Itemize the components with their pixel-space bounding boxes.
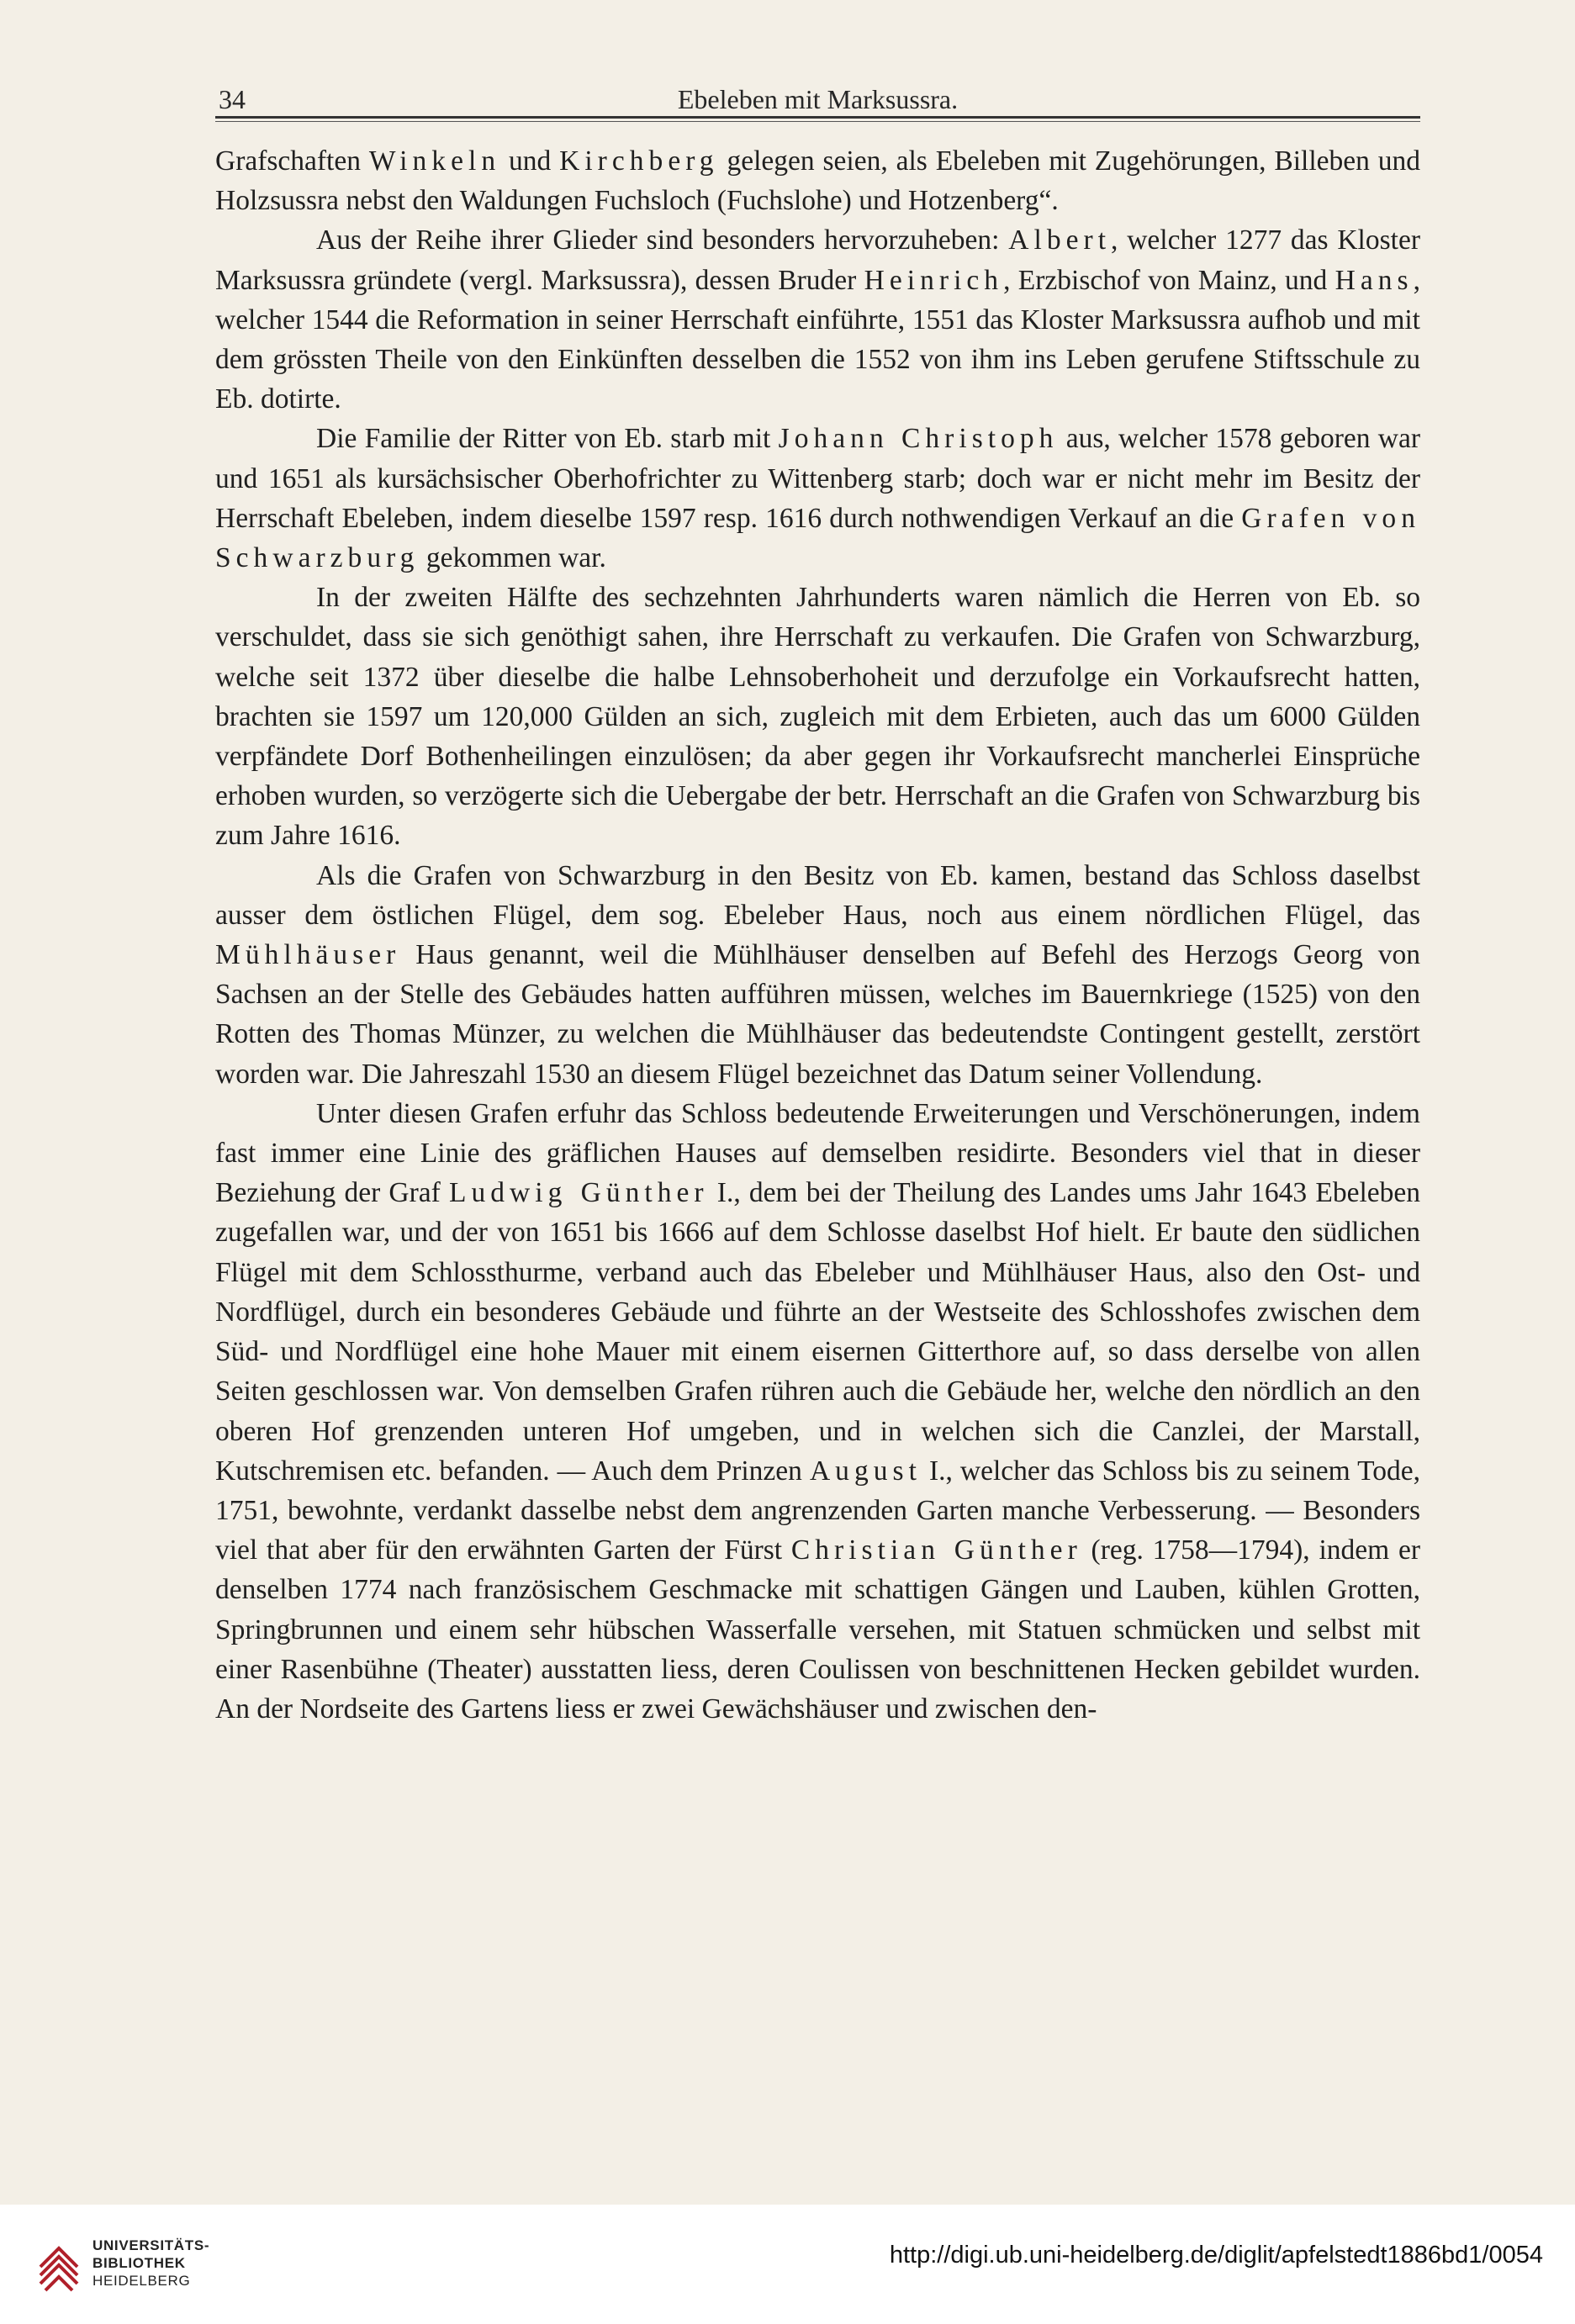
- text-run: und: [500, 145, 560, 177]
- spaced-name: Mühlhäuser: [215, 939, 401, 971]
- spaced-name: Christian Günther: [790, 1534, 1082, 1566]
- permalink-url[interactable]: http://digi.ub.uni-heidelberg.de/diglit/apfelstedt1886bd1/0054: [889, 2242, 1543, 2269]
- body-text: [215, 141, 1420, 1729]
- spaced-name: Albert: [1008, 224, 1112, 256]
- text-run: Aus der Reihe ihrer Glieder sind besonders hervorzuheben:: [316, 224, 1009, 256]
- text-run: gelegen seien, als Ebeleben mit Zugehörungen, Billeben und Holzsussra nebst den Waldungen Fuchsloch (Fuchslohe) und Hotzenberg“.: [215, 145, 1421, 217]
- paragraph: [215, 1094, 1420, 1729]
- text-run: , welcher 1277 das Kloster Marksussra gründete (vergl. Marksussra), dessen Bruder: [215, 224, 1420, 296]
- header-rule-thick: [215, 116, 1420, 119]
- spaced-name: Johann Christoph: [778, 423, 1059, 455]
- paragraph: [215, 578, 1420, 855]
- spaced-name: Heinrich: [864, 264, 1004, 296]
- text-run: , welcher 1544 die Reformation in seiner Herrschaft einführte, 1551 das Kloster Marksussra aufhob und mit dem grössten Theile von den Einkünften desselben die 1552 von ihm ins Leben gerufene Stiftsschule zu Eb. dotirte.: [215, 264, 1420, 415]
- spaced-name: Kirchberg: [559, 145, 719, 177]
- paragraph: [215, 856, 1420, 1094]
- spaced-name: August: [809, 1455, 922, 1487]
- text-run: Haus genannt, weil die Mühlhäuser denselben auf Befehl des Herzogs Georg von Sachsen an der Stelle des Gebäudes hatten aufführen müssen, welches im Bauernkriege (1525) von den Rotten des Thomas Münzer, zu welchen die Mühlhäuser das bedeutendste Contingent gestellt, zerstört worden war. Die Jahreszahl 1530 an diesem Flügel bezeichnet das Datum seiner Vollendung.: [215, 939, 1420, 1090]
- running-title: Ebeleben mit Marksussra.: [677, 84, 959, 114]
- text-run: Unter diesen Grafen erfuhr das Schloss bedeutende Erweiterungen und Verschönerungen, indem fast immer eine Linie des gräflichen Hauses auf demselben residirte. Besonders viel that in dieser Beziehung der Graf: [215, 1097, 1420, 1209]
- library-logo-text: [92, 2237, 209, 2290]
- text-run: Die Familie der Ritter von Eb. starb mit: [316, 423, 779, 455]
- page-number: 34: [219, 84, 246, 114]
- library-logo-icon: [37, 2233, 86, 2294]
- paragraph: [215, 141, 1420, 220]
- text-run: In der zweiten Hälfte des sechzehnten Jahrhunderts waren nämlich die Herren von Eb. so verschuldet, dass sie sich genöthigt sahen, ihre Herrschaft zu verkaufen. Die Grafen von Schwarzburg, welche seit 1372 über dieselbe die halbe Lehnsoberhoheit und derzufolge ein Vorkaufsrecht hatten, brachten sie 1597 um 120,000 Gülden an sich, zugleich mit dem Erbieten, auch das um 6000 Gülden verpfändete Dorf Bothenheilingen einzulösen; da aber gegen ihr Vorkaufsrecht mancherlei Einsprüche erhoben wurden, so verzögerte sich die Uebergabe der betr. Herrschaft an die Grafen von Schwarzburg bis zum Jahre 1616.: [215, 582, 1420, 852]
- paragraph: [215, 419, 1420, 578]
- spaced-name: Grafen von Schwarzburg: [215, 502, 1420, 574]
- header-rule-thin: [215, 121, 1420, 122]
- spaced-name: Ludwig Günther: [448, 1177, 709, 1209]
- paragraph: [215, 220, 1420, 419]
- spaced-name: Hans: [1335, 264, 1414, 296]
- logo-line-3: HEIDELBERG: [92, 2273, 191, 2289]
- spaced-name: Winkeln: [368, 145, 501, 177]
- text-run: aus, welcher 1578 geboren war und 1651 als kursächsischer Oberhofrichter zu Wittenberg starb; doch war er nicht mehr im Besitz der Herrschaft Ebeleben, indem dieselbe 1597 resp. 1616 durch nothwendigen Verkauf an die: [215, 423, 1421, 534]
- text-run: Grafschaften: [215, 145, 369, 177]
- text-run: (reg. 1758—1794), indem er denselben 1774 nach französischem Geschmacke mit schattigen Gängen und Lauben, kühlen Grotten, Springbrunnen und einem sehr hübschen Wasserfalle versehen, mit Statuen schmücken und selbst mit einer Rasenbühne (Theater) ausstatten liess, deren Coulissen von beschnittenen Hecken gebildet wurden. An der Nordseite des Gartens liess er zwei Gewächshäuser und zwischen den-: [215, 1534, 1420, 1725]
- text-run: Als die Grafen von Schwarzburg in den Besitz von Eb. kamen, bestand das Schloss daselbst ausser dem östlichen Flügel, dem sog. Ebeleber Haus, noch aus einem nördlichen Flügel, das: [215, 859, 1420, 931]
- text-run: gekommen war.: [419, 542, 606, 574]
- text-run: I., dem bei der Theilung des Landes ums Jahr 1643 Ebeleben zugefallen war, und der von 1651 bis 1666 auf dem Schlosse daselbst Hof hielt. Er baute den südlichen Flügel mit dem Schlossthurme, verband auch das Ebeleber und Mühlhäuser Haus, also den Ost- und Nordflügel, durch ein besonderes Gebäude und führte an der Westseite des Schlosshofes zwischen dem Süd- und Nordflügel eine hohe Mauer mit einem eisernen Gitterthore auf, so dass derselbe von allen Seiten geschlossen war. Von demselben Grafen rühren auch die Gebäude her, welche den nördlich an den oberen Hof grenzenden unteren Hof umgeben, und in welchen sich die Canzlei, der Marstall, Kutschremisen etc. befanden. — Auch dem Prinzen: [215, 1177, 1420, 1487]
- page-header: [215, 77, 1420, 116]
- logo-line-1: UNIVERSITÄTS-: [92, 2237, 210, 2253]
- logo-line-2: BIBLIOTHEK: [92, 2255, 186, 2271]
- text-run: , Erzbischof von Mainz, und: [1003, 264, 1335, 296]
- text-run: I., welcher das Schloss bis zu seinem Tode, 1751, bewohnte, verdankt dasselbe nebst dem angrenzenden Garten manche Verbesserung. — Besonders viel that aber für den erwähnten Garten der Fürst: [215, 1455, 1420, 1566]
- footer-bar: [0, 2205, 1575, 2324]
